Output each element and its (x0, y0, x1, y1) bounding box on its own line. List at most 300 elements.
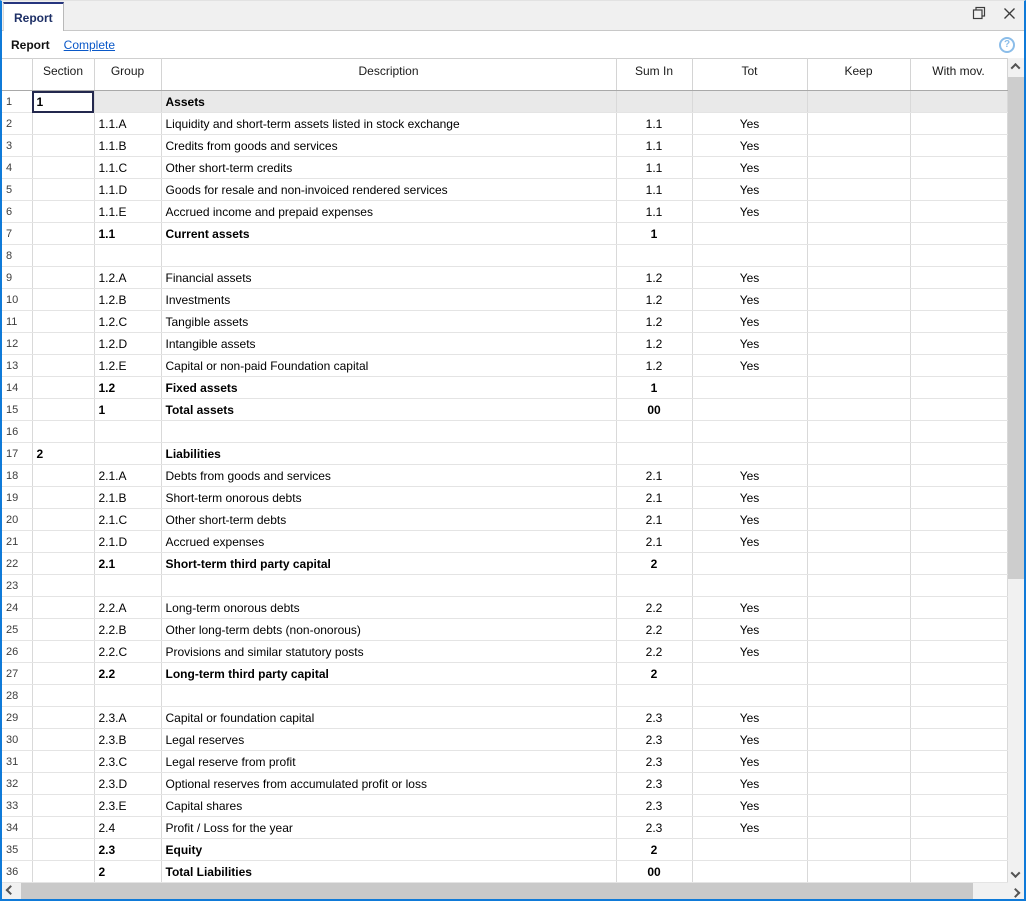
cell-withmov[interactable] (910, 443, 1007, 465)
cell-keep[interactable] (807, 575, 910, 597)
row-number[interactable]: 3 (2, 135, 32, 157)
cell-group[interactable]: 2.2.A (94, 597, 161, 619)
cell-keep[interactable] (807, 531, 910, 553)
cell-group[interactable]: 2.2 (94, 663, 161, 685)
cell-description[interactable]: Other short-term debts (161, 509, 616, 531)
cell-group[interactable] (94, 685, 161, 707)
cell-group[interactable]: 1.2.B (94, 289, 161, 311)
cell-description[interactable] (161, 575, 616, 597)
cell-description[interactable]: Long-term onorous debts (161, 597, 616, 619)
cell-description[interactable]: Financial assets (161, 267, 616, 289)
scroll-left-button[interactable] (2, 883, 19, 899)
cell-description[interactable]: Legal reserves (161, 729, 616, 751)
cell-description[interactable]: Liabilities (161, 443, 616, 465)
cell-tot[interactable]: Yes (692, 707, 807, 729)
cell-keep[interactable] (807, 487, 910, 509)
row-number[interactable]: 8 (2, 245, 32, 267)
focused-cell[interactable]: 1 (32, 91, 94, 113)
cell-keep[interactable] (807, 443, 910, 465)
cell-sumin[interactable]: 2.2 (616, 619, 692, 641)
cell-section[interactable] (32, 839, 94, 861)
cell-group[interactable]: 2.1.C (94, 509, 161, 531)
cell-sumin[interactable]: 00 (616, 861, 692, 883)
cell-sumin[interactable]: 2.3 (616, 773, 692, 795)
cell-description[interactable]: Short-term onorous debts (161, 487, 616, 509)
cell-tot[interactable]: Yes (692, 355, 807, 377)
row-number[interactable]: 32 (2, 773, 32, 795)
row-number[interactable]: 13 (2, 355, 32, 377)
cell-keep[interactable] (807, 553, 910, 575)
cell-description[interactable] (161, 245, 616, 267)
cell-group[interactable]: 2.1.A (94, 465, 161, 487)
cell-withmov[interactable] (910, 91, 1007, 113)
cell-section[interactable] (32, 773, 94, 795)
cell-keep[interactable] (807, 663, 910, 685)
cell-tot[interactable]: Yes (692, 795, 807, 817)
cell-withmov[interactable] (910, 575, 1007, 597)
cell-tot[interactable] (692, 663, 807, 685)
cell-description[interactable]: Current assets (161, 223, 616, 245)
cell-sumin[interactable]: 1 (616, 377, 692, 399)
cell-withmov[interactable] (910, 597, 1007, 619)
cell-section[interactable] (32, 289, 94, 311)
cell-section[interactable] (32, 685, 94, 707)
cell-tot[interactable]: Yes (692, 465, 807, 487)
cell-sumin[interactable]: 1.2 (616, 333, 692, 355)
cell-group[interactable]: 2.2.C (94, 641, 161, 663)
cell-section[interactable] (32, 817, 94, 839)
cell-section[interactable] (32, 707, 94, 729)
cell-withmov[interactable] (910, 421, 1007, 443)
cell-group[interactable]: 1.2.C (94, 311, 161, 333)
cell-withmov[interactable] (910, 377, 1007, 399)
cell-withmov[interactable] (910, 113, 1007, 135)
cell-withmov[interactable] (910, 157, 1007, 179)
cell-section[interactable] (32, 751, 94, 773)
cell-keep[interactable] (807, 267, 910, 289)
cell-section[interactable] (32, 465, 94, 487)
cell-withmov[interactable] (910, 465, 1007, 487)
cell-sumin[interactable]: 2.1 (616, 465, 692, 487)
cell-keep[interactable] (807, 597, 910, 619)
cell-tot[interactable]: Yes (692, 597, 807, 619)
cell-description[interactable]: Capital shares (161, 795, 616, 817)
cell-tot[interactable]: Yes (692, 311, 807, 333)
cell-keep[interactable] (807, 795, 910, 817)
cell-section[interactable] (32, 135, 94, 157)
cell-tot[interactable]: Yes (692, 729, 807, 751)
cell-withmov[interactable] (910, 861, 1007, 883)
cell-group[interactable]: 1 (94, 399, 161, 421)
cell-withmov[interactable] (910, 487, 1007, 509)
vertical-scroll-thumb[interactable] (1008, 77, 1024, 579)
complete-link[interactable]: Complete (63, 37, 116, 52)
cell-withmov[interactable] (910, 531, 1007, 553)
cell-withmov[interactable] (910, 355, 1007, 377)
cell-section[interactable]: 2 (32, 443, 94, 465)
cell-tot[interactable]: Yes (692, 817, 807, 839)
cell-sumin[interactable] (616, 421, 692, 443)
cell-description[interactable]: Optional reserves from accumulated profit or loss (161, 773, 616, 795)
cell-description[interactable]: Tangible assets (161, 311, 616, 333)
scroll-down-button[interactable] (1008, 866, 1024, 883)
cell-section[interactable] (32, 619, 94, 641)
cell-description[interactable]: Equity (161, 839, 616, 861)
cell-group[interactable]: 2.3.B (94, 729, 161, 751)
cell-group[interactable]: 1.1.A (94, 113, 161, 135)
row-number[interactable]: 23 (2, 575, 32, 597)
cell-section[interactable] (32, 355, 94, 377)
row-number[interactable]: 16 (2, 421, 32, 443)
cell-section[interactable] (32, 201, 94, 223)
scroll-up-button[interactable] (1008, 58, 1024, 75)
corner-header-cell[interactable] (2, 59, 32, 91)
cell-keep[interactable] (807, 641, 910, 663)
cell-sumin[interactable]: 2.1 (616, 487, 692, 509)
cell-keep[interactable] (807, 817, 910, 839)
tab-report[interactable] (3, 2, 64, 31)
cell-tot[interactable] (692, 861, 807, 883)
cell-section[interactable] (32, 421, 94, 443)
cell-withmov[interactable] (910, 663, 1007, 685)
cell-section[interactable] (32, 113, 94, 135)
cell-group[interactable]: 1.1 (94, 223, 161, 245)
cell-keep[interactable] (807, 707, 910, 729)
cell-withmov[interactable] (910, 707, 1007, 729)
cell-sumin[interactable]: 2.2 (616, 597, 692, 619)
cell-description[interactable]: Provisions and similar statutory posts (161, 641, 616, 663)
row-number[interactable]: 14 (2, 377, 32, 399)
cell-tot[interactable]: Yes (692, 619, 807, 641)
cell-keep[interactable] (807, 377, 910, 399)
cell-tot[interactable]: Yes (692, 135, 807, 157)
row-number[interactable]: 10 (2, 289, 32, 311)
cell-section[interactable] (32, 597, 94, 619)
cell-description[interactable]: Investments (161, 289, 616, 311)
row-number[interactable]: 18 (2, 465, 32, 487)
cell-keep[interactable] (807, 861, 910, 883)
cell-sumin[interactable]: 2.3 (616, 707, 692, 729)
cell-sumin[interactable]: 2 (616, 553, 692, 575)
cell-keep[interactable] (807, 289, 910, 311)
cell-sumin[interactable] (616, 575, 692, 597)
column-header-group[interactable]: Group (94, 59, 161, 91)
cell-sumin[interactable] (616, 443, 692, 465)
cell-withmov[interactable] (910, 619, 1007, 641)
cell-withmov[interactable] (910, 641, 1007, 663)
cell-withmov[interactable] (910, 817, 1007, 839)
cell-keep[interactable] (807, 465, 910, 487)
cell-group[interactable]: 2.3.C (94, 751, 161, 773)
cell-description[interactable]: Intangible assets (161, 333, 616, 355)
cell-keep[interactable] (807, 619, 910, 641)
row-number[interactable]: 15 (2, 399, 32, 421)
cell-tot[interactable]: Yes (692, 531, 807, 553)
cell-description[interactable]: Accrued income and prepaid expenses (161, 201, 616, 223)
row-number[interactable]: 7 (2, 223, 32, 245)
cell-group[interactable]: 2 (94, 861, 161, 883)
cell-group[interactable] (94, 91, 161, 113)
column-header-tot[interactable]: Tot (692, 59, 807, 91)
cell-tot[interactable]: Yes (692, 201, 807, 223)
cell-section[interactable] (32, 157, 94, 179)
row-number[interactable]: 20 (2, 509, 32, 531)
row-number[interactable]: 11 (2, 311, 32, 333)
cell-description[interactable]: Liquidity and short-term assets listed in stock exchange (161, 113, 616, 135)
cell-keep[interactable] (807, 751, 910, 773)
cell-keep[interactable] (807, 179, 910, 201)
cell-description[interactable]: Other long-term debts (non-onorous) (161, 619, 616, 641)
cell-sumin[interactable]: 1.2 (616, 311, 692, 333)
cell-withmov[interactable] (910, 223, 1007, 245)
cell-description[interactable]: Accrued expenses (161, 531, 616, 553)
row-number[interactable]: 6 (2, 201, 32, 223)
cell-tot[interactable] (692, 377, 807, 399)
cell-tot[interactable] (692, 685, 807, 707)
cell-description[interactable]: Capital or non-paid Foundation capital (161, 355, 616, 377)
cell-group[interactable]: 1.1.E (94, 201, 161, 223)
cell-sumin[interactable]: 1 (616, 223, 692, 245)
cell-group[interactable] (94, 421, 161, 443)
cell-withmov[interactable] (910, 267, 1007, 289)
cell-withmov[interactable] (910, 311, 1007, 333)
row-number[interactable]: 2 (2, 113, 32, 135)
cell-description[interactable]: Profit / Loss for the year (161, 817, 616, 839)
row-number[interactable]: 33 (2, 795, 32, 817)
cell-description[interactable] (161, 421, 616, 443)
cell-withmov[interactable] (910, 135, 1007, 157)
cell-withmov[interactable] (910, 179, 1007, 201)
cell-description[interactable]: Short-term third party capital (161, 553, 616, 575)
cell-withmov[interactable] (910, 751, 1007, 773)
cell-group[interactable]: 1.1.D (94, 179, 161, 201)
cell-withmov[interactable] (910, 399, 1007, 421)
cell-tot[interactable]: Yes (692, 267, 807, 289)
cell-section[interactable] (32, 399, 94, 421)
cell-description[interactable]: Goods for resale and non-invoiced rendered services (161, 179, 616, 201)
cell-withmov[interactable] (910, 245, 1007, 267)
cell-description[interactable]: Assets (161, 91, 616, 113)
cell-keep[interactable] (807, 729, 910, 751)
cell-sumin[interactable]: 2 (616, 663, 692, 685)
cell-description[interactable]: Credits from goods and services (161, 135, 616, 157)
cell-tot[interactable]: Yes (692, 773, 807, 795)
cell-tot[interactable] (692, 399, 807, 421)
cell-withmov[interactable] (910, 795, 1007, 817)
cell-tot[interactable]: Yes (692, 179, 807, 201)
cell-description[interactable]: Fixed assets (161, 377, 616, 399)
cell-group[interactable]: 2.1.B (94, 487, 161, 509)
row-number[interactable]: 30 (2, 729, 32, 751)
cell-section[interactable] (32, 179, 94, 201)
help-icon[interactable]: ? (999, 37, 1015, 53)
row-number[interactable]: 31 (2, 751, 32, 773)
cell-sumin[interactable] (616, 685, 692, 707)
cell-section[interactable] (32, 531, 94, 553)
cell-group[interactable]: 1.2.E (94, 355, 161, 377)
cell-group[interactable]: 1.1.B (94, 135, 161, 157)
cell-description[interactable]: Long-term third party capital (161, 663, 616, 685)
cell-tot[interactable]: Yes (692, 509, 807, 531)
cell-keep[interactable] (807, 245, 910, 267)
row-number[interactable]: 1 (2, 91, 32, 113)
cell-section[interactable] (32, 267, 94, 289)
cell-keep[interactable] (807, 157, 910, 179)
cell-section[interactable] (32, 377, 94, 399)
cell-tot[interactable] (692, 223, 807, 245)
cell-sumin[interactable]: 2.1 (616, 509, 692, 531)
cell-tot[interactable]: Yes (692, 641, 807, 663)
cell-section[interactable] (32, 729, 94, 751)
cell-section[interactable] (32, 311, 94, 333)
cell-group[interactable]: 2.1 (94, 553, 161, 575)
cell-section[interactable] (32, 223, 94, 245)
cell-sumin[interactable]: 2.2 (616, 641, 692, 663)
horizontal-scroll-thumb[interactable] (21, 883, 973, 899)
cell-sumin[interactable]: 2 (616, 839, 692, 861)
cell-description[interactable] (161, 685, 616, 707)
cell-sumin[interactable]: 1.1 (616, 135, 692, 157)
cell-keep[interactable] (807, 773, 910, 795)
cell-tot[interactable]: Yes (692, 157, 807, 179)
cell-keep[interactable] (807, 135, 910, 157)
cell-sumin[interactable]: 2.3 (616, 729, 692, 751)
cell-keep[interactable] (807, 333, 910, 355)
cell-withmov[interactable] (910, 773, 1007, 795)
cell-sumin[interactable]: 1.1 (616, 157, 692, 179)
cell-description[interactable]: Total assets (161, 399, 616, 421)
row-number[interactable]: 22 (2, 553, 32, 575)
cell-keep[interactable] (807, 113, 910, 135)
cell-group[interactable]: 1.2.A (94, 267, 161, 289)
cell-sumin[interactable]: 1.2 (616, 267, 692, 289)
row-number[interactable]: 4 (2, 157, 32, 179)
row-number[interactable]: 5 (2, 179, 32, 201)
row-number[interactable]: 27 (2, 663, 32, 685)
cell-keep[interactable] (807, 91, 910, 113)
cell-keep[interactable] (807, 509, 910, 531)
cell-tot[interactable]: Yes (692, 751, 807, 773)
row-number[interactable]: 35 (2, 839, 32, 861)
cell-sumin[interactable]: 2.1 (616, 531, 692, 553)
cell-withmov[interactable] (910, 729, 1007, 751)
cell-group[interactable]: 2.2.B (94, 619, 161, 641)
vertical-scrollbar[interactable] (1008, 58, 1024, 883)
close-window-button[interactable] (994, 1, 1024, 30)
cell-section[interactable] (32, 641, 94, 663)
cell-group[interactable] (94, 575, 161, 597)
cell-tot[interactable] (692, 575, 807, 597)
cell-sumin[interactable]: 2.3 (616, 751, 692, 773)
cell-tot[interactable] (692, 839, 807, 861)
column-header-sumin[interactable]: Sum In (616, 59, 692, 91)
cell-keep[interactable] (807, 201, 910, 223)
cell-withmov[interactable] (910, 201, 1007, 223)
cell-sumin[interactable]: 1.1 (616, 201, 692, 223)
column-header-keep[interactable]: Keep (807, 59, 910, 91)
cell-sumin[interactable]: 2.3 (616, 817, 692, 839)
row-number[interactable]: 36 (2, 861, 32, 883)
cell-section[interactable] (32, 487, 94, 509)
cell-tot[interactable]: Yes (692, 333, 807, 355)
cell-tot[interactable] (692, 421, 807, 443)
cell-tot[interactable] (692, 91, 807, 113)
cell-description[interactable]: Total Liabilities (161, 861, 616, 883)
cell-tot[interactable] (692, 553, 807, 575)
cell-sumin[interactable]: 00 (616, 399, 692, 421)
cell-group[interactable]: 1.2.D (94, 333, 161, 355)
cell-group[interactable] (94, 245, 161, 267)
cell-section[interactable] (32, 663, 94, 685)
cell-description[interactable]: Capital or foundation capital (161, 707, 616, 729)
row-number[interactable]: 25 (2, 619, 32, 641)
restore-window-button[interactable] (964, 1, 994, 30)
cell-keep[interactable] (807, 421, 910, 443)
cell-withmov[interactable] (910, 839, 1007, 861)
cell-group[interactable]: 2.4 (94, 817, 161, 839)
column-header-withmov[interactable]: With mov. (910, 59, 1007, 91)
cell-group[interactable]: 1.1.C (94, 157, 161, 179)
row-number[interactable]: 21 (2, 531, 32, 553)
cell-section[interactable] (32, 509, 94, 531)
row-number[interactable]: 24 (2, 597, 32, 619)
row-number[interactable]: 19 (2, 487, 32, 509)
cell-sumin[interactable]: 1.2 (616, 355, 692, 377)
cell-section[interactable] (32, 795, 94, 817)
column-header-section[interactable]: Section (32, 59, 94, 91)
cell-keep[interactable] (807, 839, 910, 861)
cell-section[interactable] (32, 333, 94, 355)
horizontal-scrollbar[interactable] (2, 883, 1024, 899)
cell-sumin[interactable]: 1.1 (616, 113, 692, 135)
cell-tot[interactable]: Yes (692, 113, 807, 135)
row-number[interactable]: 29 (2, 707, 32, 729)
row-number[interactable]: 28 (2, 685, 32, 707)
cell-group[interactable]: 2.1.D (94, 531, 161, 553)
cell-description[interactable]: Legal reserve from profit (161, 751, 616, 773)
cell-keep[interactable] (807, 685, 910, 707)
cell-sumin[interactable] (616, 245, 692, 267)
cell-sumin[interactable]: 2.3 (616, 795, 692, 817)
cell-tot[interactable]: Yes (692, 487, 807, 509)
row-number[interactable]: 9 (2, 267, 32, 289)
cell-group[interactable]: 2.3 (94, 839, 161, 861)
row-number[interactable]: 17 (2, 443, 32, 465)
cell-keep[interactable] (807, 355, 910, 377)
cell-tot[interactable]: Yes (692, 289, 807, 311)
cell-withmov[interactable] (910, 509, 1007, 531)
cell-sumin[interactable] (616, 91, 692, 113)
cell-group[interactable]: 2.3.A (94, 707, 161, 729)
cell-group[interactable]: 2.3.D (94, 773, 161, 795)
cell-section[interactable] (32, 553, 94, 575)
cell-sumin[interactable]: 1.2 (616, 289, 692, 311)
cell-section[interactable] (32, 245, 94, 267)
scroll-right-button[interactable] (1007, 883, 1024, 899)
cell-group[interactable]: 1.2 (94, 377, 161, 399)
row-number[interactable]: 26 (2, 641, 32, 663)
cell-keep[interactable] (807, 223, 910, 245)
cell-description[interactable]: Debts from goods and services (161, 465, 616, 487)
cell-tot[interactable] (692, 245, 807, 267)
cell-withmov[interactable] (910, 553, 1007, 575)
cell-description[interactable]: Other short-term credits (161, 157, 616, 179)
row-number[interactable]: 12 (2, 333, 32, 355)
cell-withmov[interactable] (910, 333, 1007, 355)
column-header-description[interactable]: Description (161, 59, 616, 91)
row-number[interactable]: 34 (2, 817, 32, 839)
cell-tot[interactable] (692, 443, 807, 465)
